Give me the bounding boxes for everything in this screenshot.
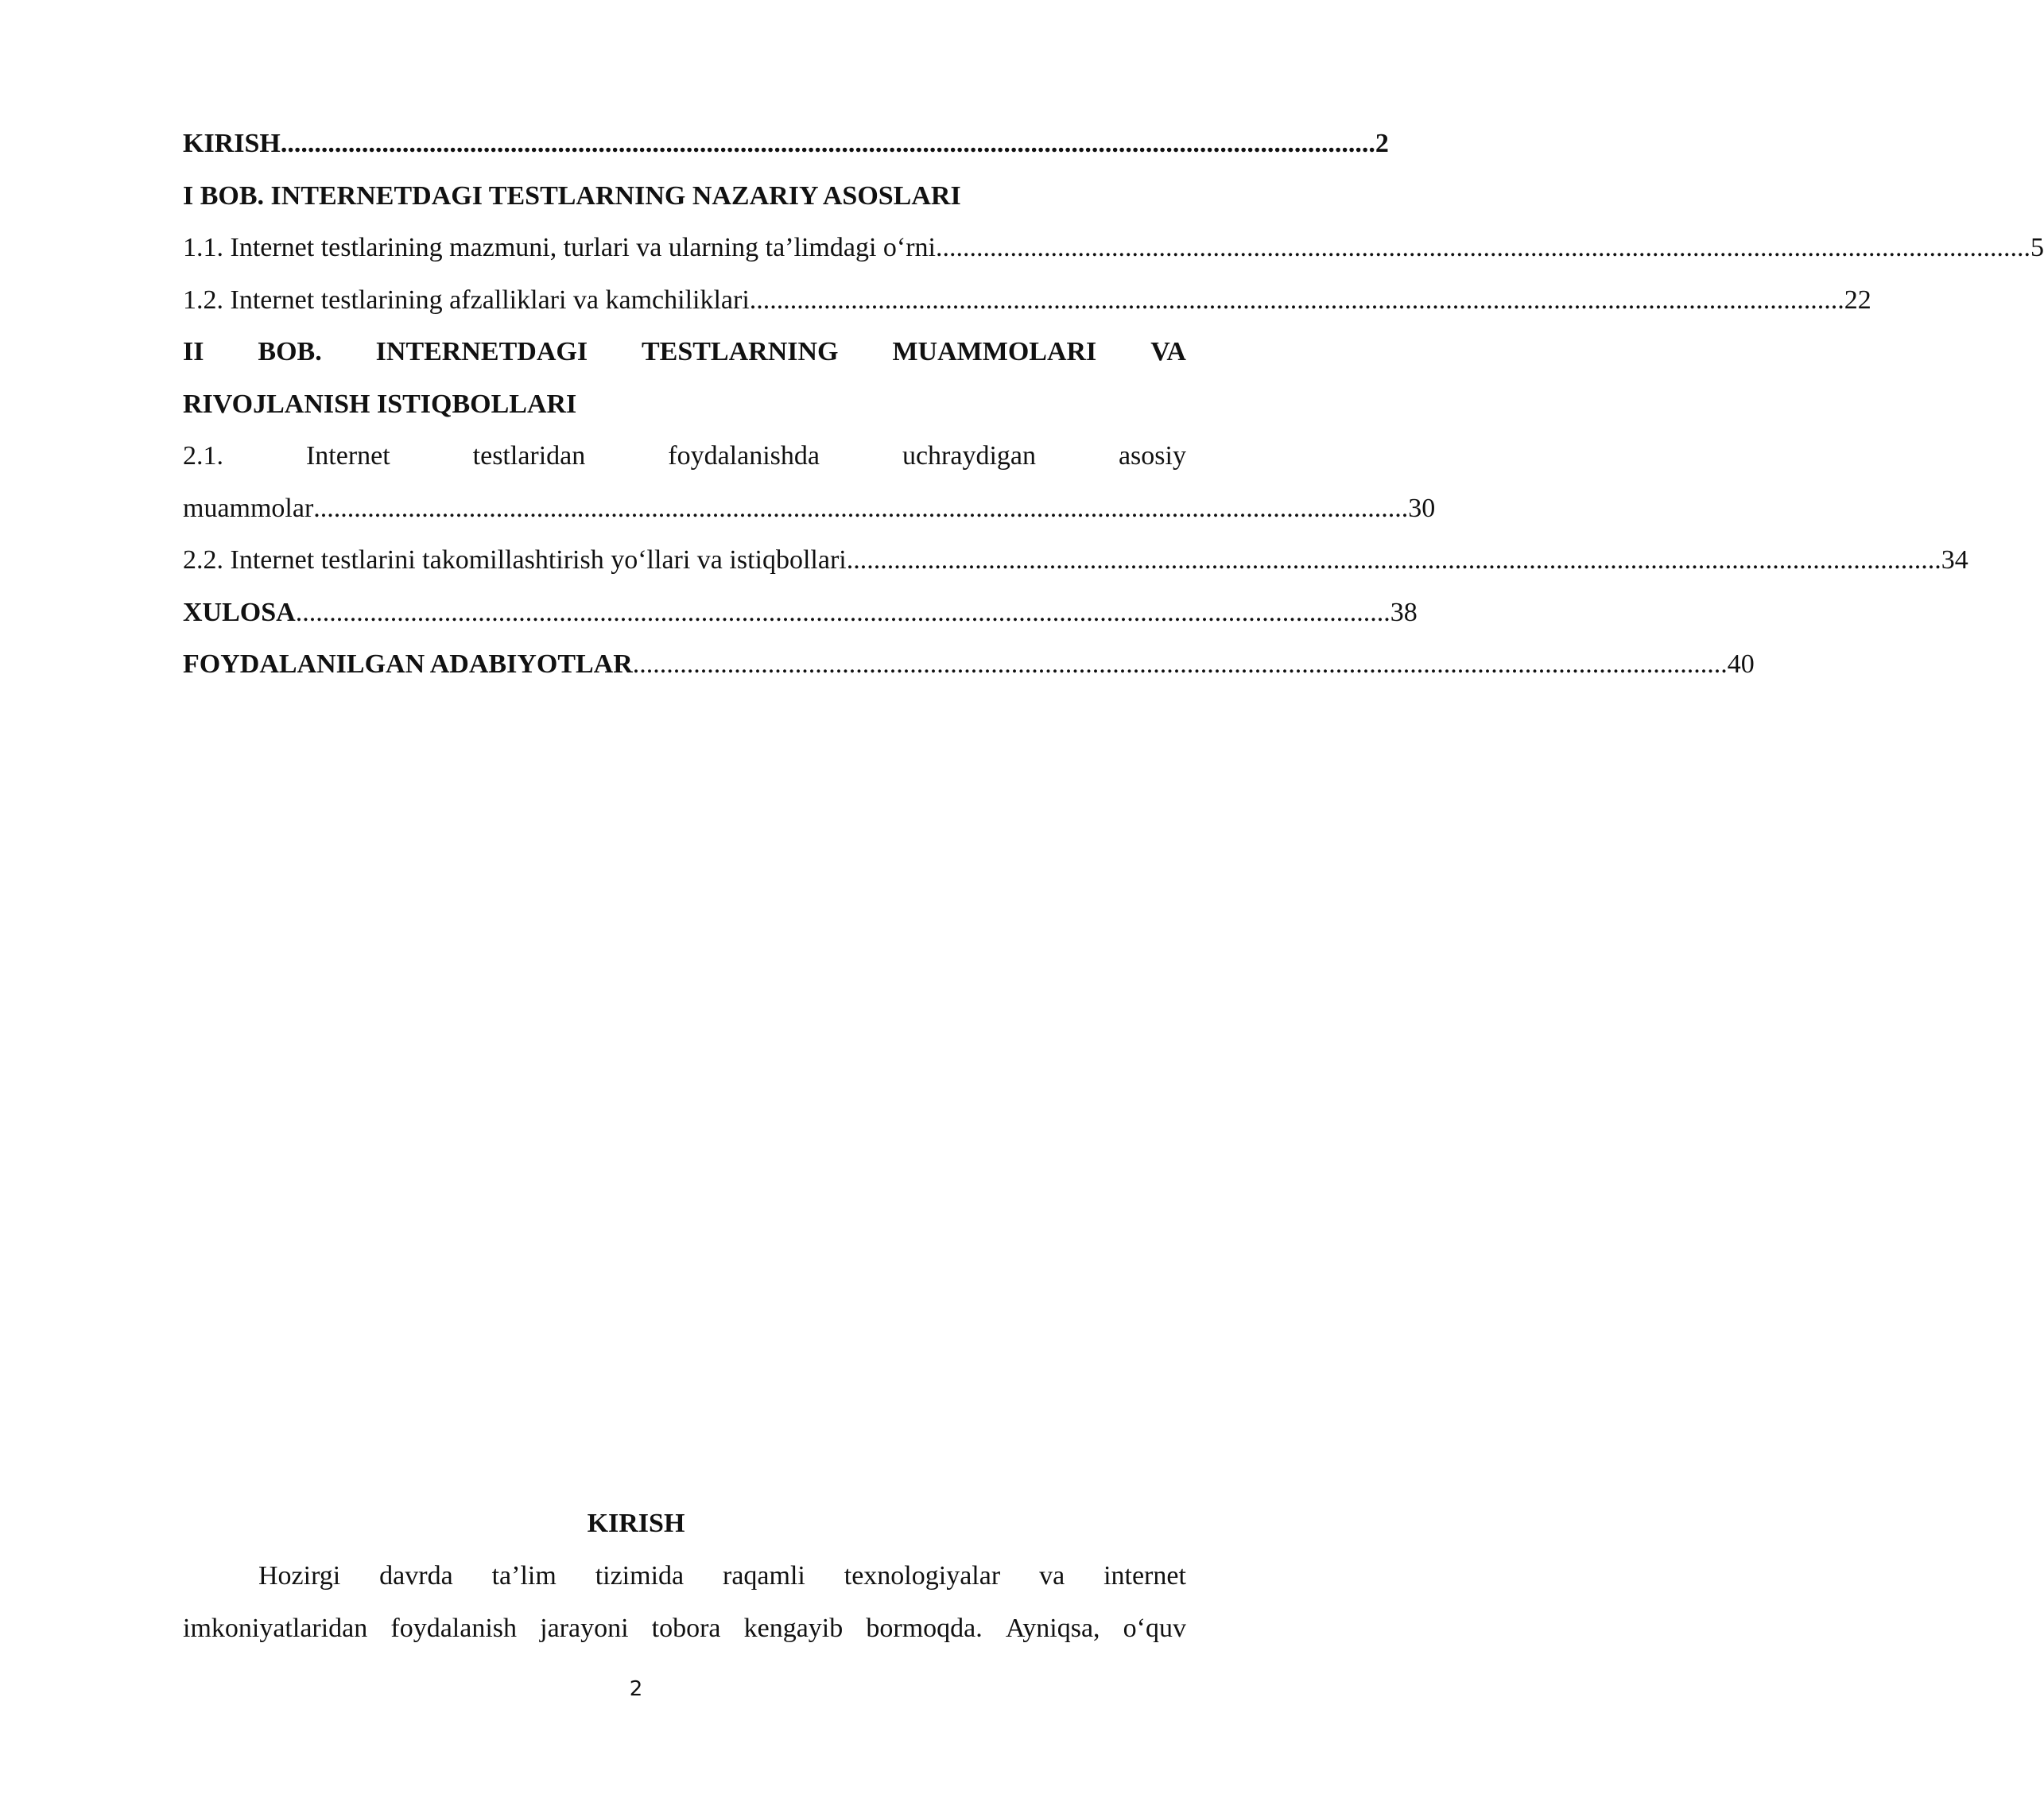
toc-entry-page: 40 [1727,649,1755,679]
toc-word: 2.1. [183,441,223,471]
intro-line-1 [183,1550,1186,1602]
toc-entry-page: 5 [2030,233,2044,262]
intro-word: bormoqda. [866,1613,983,1643]
intro-word: imkoniyatlaridan [183,1613,368,1643]
toc-word: TESTLARNING [641,337,839,366]
intro-word: kengayib [743,1613,844,1643]
toc-entry-label: muammolar [183,493,314,523]
toc-entry-label: 2.2. Internet testlarini takomillashtirish yo‘llari va istiqbollari [183,545,847,575]
toc-word: VA [1150,337,1186,366]
intro-word: raqamli [723,1561,805,1591]
intro-word: va [1039,1561,1065,1591]
toc-entry-xulosa[interactable] [183,587,1418,639]
toc-word: Internet [305,441,390,471]
toc-leader-dots: .................................................................................................................................................................. [313,493,1409,523]
toc-chapter-2-title-continued[interactable]: RIVOJLANISH ISTIQBOLLARI [183,389,577,419]
toc-leader-dots: .................................................................................................................................................................. [632,649,1728,679]
intro-heading: KIRISH [587,1509,685,1538]
intro-word: tobora [651,1613,721,1643]
toc-word: II [183,337,204,366]
intro-word: Hozirgi [258,1561,341,1591]
toc-word: testlaridan [472,441,586,471]
page-number: 2 [629,1677,643,1701]
intro-word: ta’lim [491,1561,557,1591]
toc-entry-label: KIRISH [183,129,281,158]
toc-word: foydalanishda [668,441,820,471]
toc-chapter-1-title[interactable]: I BOB. INTERNETDAGI TESTLARNING NAZARIY ASOSLARI [183,180,961,211]
toc-leader-dots: .................................................................................................................................................................. [295,597,1390,627]
toc-entry-label: XULOSA [183,597,296,627]
toc-entry-page: 34 [1941,545,1968,575]
toc-leader-dots: .................................................................................................................................................................. [936,233,2031,262]
intro-word: jarayoni [540,1613,629,1643]
intro-line-2 [183,1602,1186,1655]
toc-word: uchraydigan [902,441,1036,471]
toc-entry-page: 38 [1390,597,1418,627]
toc-entry-2-2[interactable] [183,534,1968,587]
intro-word: davrda [379,1561,453,1591]
intro-word: foydalanish [390,1613,518,1643]
toc-leader-dots: .................................................................................................................................................................. [846,545,1941,575]
toc-entry-label: FOYDALANILGAN ADABIYOTLAR [183,649,633,679]
toc-entry-kirish[interactable] [183,118,1389,170]
toc-entry-page: 30 [1408,493,1436,523]
toc-entry-1-2[interactable] [183,274,1871,327]
toc-word: BOB. [258,337,322,366]
intro-word: texnologiyalar [844,1561,1001,1591]
intro-word: internet [1103,1561,1186,1591]
toc-entry-2-1[interactable] [183,430,1186,482]
toc-word: asosiy [1118,441,1186,471]
toc-word: MUAMMOLARI [892,337,1097,366]
toc-entry-label: 1.2. Internet testlarining afzalliklari va kamchiliklari [183,285,750,315]
intro-word: Ayniqsa, [1005,1613,1100,1643]
toc-entry-adabiyotlar[interactable] [183,638,1755,691]
toc-leader-dots: .................................................................................................................................................................. [749,285,1844,315]
toc-entry-page: 2 [1375,129,1389,158]
toc-leader-dots: .................................................................................................................................................................. [280,129,1375,158]
intro-paragraph [183,1550,1186,1654]
intro-word: tizimida [595,1561,685,1591]
intro-word: o‘quv [1123,1613,1186,1643]
toc-entry-label: 1.1. Internet testlarining mazmuni, turlari va ularning ta’limdagi o‘rni [183,233,937,262]
toc-entry-1-1[interactable] [183,222,2044,274]
toc-entry-page: 22 [1844,285,1871,315]
toc-chapter-2-title[interactable] [183,326,1186,378]
toc-entry-2-1-continued[interactable] [183,482,1436,535]
table-of-contents [183,118,2044,691]
toc-word: INTERNETDAGI [375,337,588,366]
